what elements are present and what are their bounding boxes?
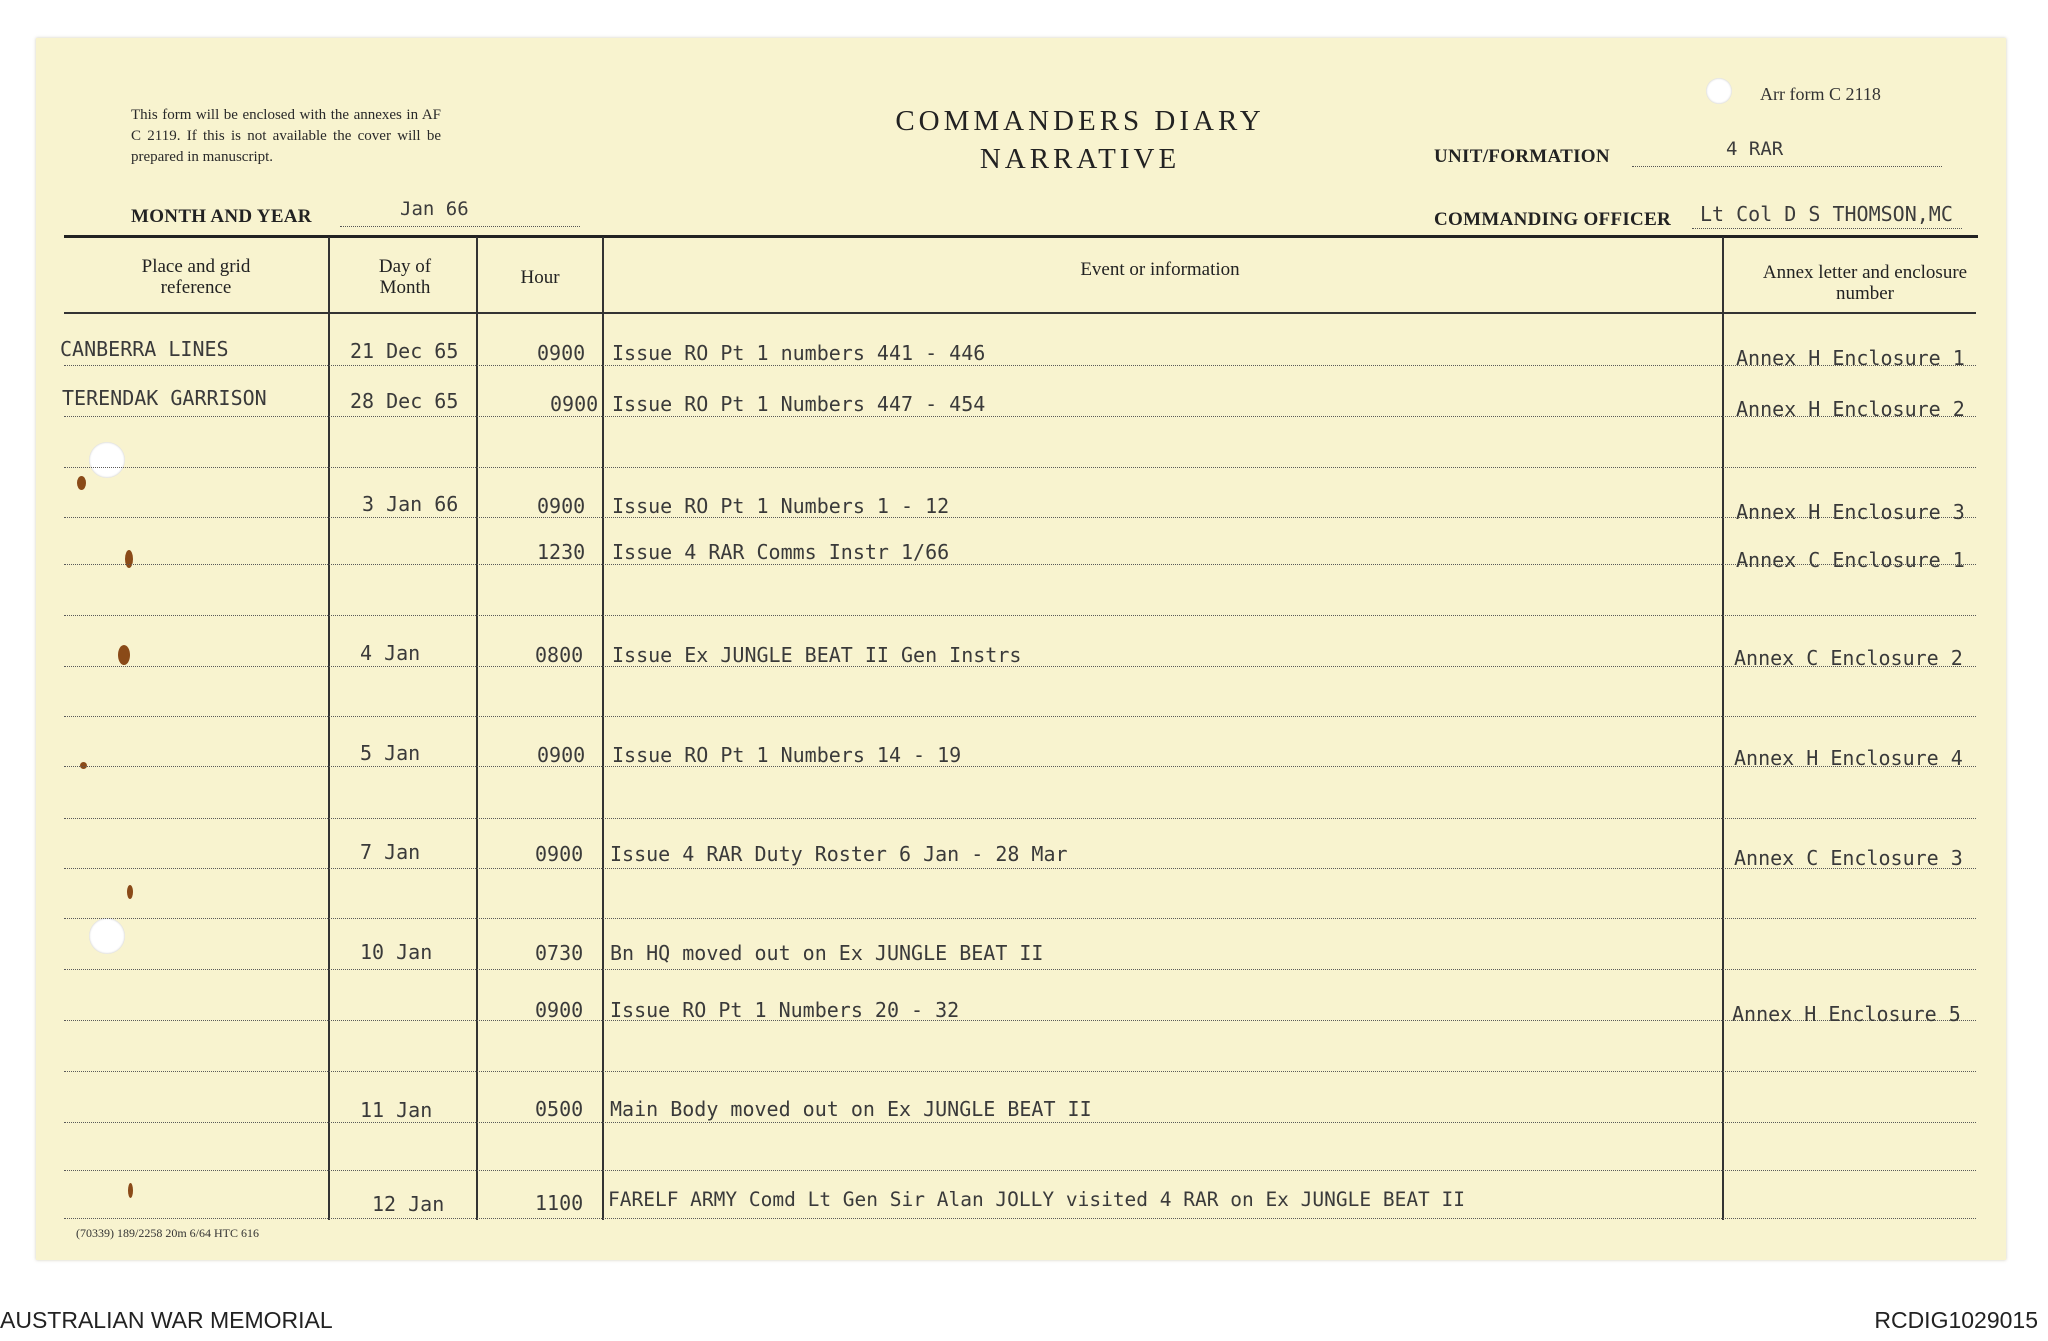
table-row-1-event: Issue RO Pt 1 Numbers 447 - 454 xyxy=(612,392,986,416)
table-row-9-day: 11 Jan xyxy=(360,1098,433,1122)
title-line-1: COMMANDERS DIARY xyxy=(895,105,1265,137)
table-row-3-hour: 1230 xyxy=(537,540,586,564)
table-row-0-place: CANBERRA LINES xyxy=(60,337,229,361)
column-header-place: Place and grid reference xyxy=(141,256,251,298)
table-row-10-event: FARELF ARMY Comd Lt Gen Sir Alan JOLLY visited 4 RAR on Ex JUNGLE BEAT II xyxy=(608,1188,1466,1211)
column-divider xyxy=(328,237,330,1220)
table-row-9-hour: 0500 xyxy=(535,1097,584,1121)
ruled-line xyxy=(64,1170,1976,1171)
ruled-line xyxy=(64,467,1976,468)
ruled-line xyxy=(64,818,1976,819)
co-label: COMMANDING OFFICER xyxy=(1434,209,1672,230)
form-title xyxy=(850,102,1310,178)
table-row-5-day: 5 Jan xyxy=(360,741,421,765)
table-row-1-day: 28 Dec 65 xyxy=(350,389,459,413)
column-divider xyxy=(602,237,604,1220)
ruled-line xyxy=(64,564,1976,565)
rust-mark xyxy=(118,645,130,665)
table-row-3-annex: Annex C Enclosure 1 xyxy=(1736,548,1965,572)
column-header-day: Day of Month xyxy=(378,256,432,298)
month-label: MONTH AND YEAR xyxy=(131,206,312,227)
ruled-line xyxy=(64,918,1976,919)
table-row-0-hour: 0900 xyxy=(537,341,586,365)
column-divider xyxy=(1722,237,1724,1220)
table-row-7-hour: 0730 xyxy=(535,941,584,965)
month-dotline xyxy=(340,226,580,227)
table-row-1-hour: 0900 xyxy=(550,392,599,416)
column-header-annex: Annex letter and enclosure number xyxy=(1762,262,1968,304)
table-row-8-hour: 0900 xyxy=(535,998,584,1022)
punch-hole-bottom xyxy=(89,918,125,954)
print-code: (70339) 189/2258 20m 6/64 HTC 616 xyxy=(76,1226,259,1240)
ruled-line xyxy=(64,615,1976,616)
unit-dotline xyxy=(1632,166,1942,167)
unit-value: 4 RAR xyxy=(1726,138,1784,160)
co-value: Lt Col D S THOMSON,MC xyxy=(1700,202,1953,226)
caption-right: RCDIG1029015 xyxy=(1874,1307,2038,1333)
ruled-line xyxy=(64,1122,1976,1123)
header-bottom-rule xyxy=(64,312,1976,314)
table-row-3-event: Issue 4 RAR Comms Instr 1/66 xyxy=(612,540,950,564)
ruled-line xyxy=(64,868,1976,869)
table-row-2-day: 3 Jan 66 xyxy=(362,492,459,516)
punch-hole-top xyxy=(89,442,125,478)
column-header-event: Event or information xyxy=(1080,259,1240,280)
table-row-9-event: Main Body moved out on Ex JUNGLE BEAT II xyxy=(610,1097,1092,1121)
column-divider xyxy=(476,237,478,1220)
rust-mark xyxy=(125,550,133,568)
ruled-line xyxy=(64,1071,1976,1072)
table-row-5-hour: 0900 xyxy=(537,743,586,767)
table-row-6-annex: Annex C Enclosure 3 xyxy=(1734,846,1963,870)
table-row-6-hour: 0900 xyxy=(535,842,584,866)
table-top-rule xyxy=(64,235,1978,238)
ruled-line xyxy=(64,716,1976,717)
table-row-4-hour: 0800 xyxy=(535,643,584,667)
rust-mark xyxy=(127,885,133,899)
form-note: This form will be enclosed with the annexes in AF C 2119. If this is not available the cover will be prepared in manuscript. xyxy=(131,107,441,165)
table-row-2-annex: Annex H Enclosure 3 xyxy=(1736,500,1965,524)
column-header-hour: Hour xyxy=(520,267,560,288)
table-row-0-annex: Annex H Enclosure 1 xyxy=(1736,346,1965,370)
table-row-10-day: 12 Jan xyxy=(372,1192,445,1216)
table-row-4-annex: Annex C Enclosure 2 xyxy=(1734,646,1963,670)
ruled-line xyxy=(64,1218,1976,1219)
month-value: Jan 66 xyxy=(400,198,469,220)
ruled-line xyxy=(64,1020,1976,1021)
table-row-7-event: Bn HQ moved out on Ex JUNGLE BEAT II xyxy=(610,941,1044,965)
rust-mark xyxy=(128,1183,133,1198)
form-number: Arr form C 2118 xyxy=(1760,84,1881,104)
table-row-2-event: Issue RO Pt 1 Numbers 1 - 12 xyxy=(612,494,950,518)
table-row-6-day: 7 Jan xyxy=(360,840,421,864)
ruled-line xyxy=(64,969,1976,970)
table-row-4-day: 4 Jan xyxy=(360,641,421,665)
table-row-8-annex: Annex H Enclosure 5 xyxy=(1732,1002,1961,1026)
table-row-8-event: Issue RO Pt 1 Numbers 20 - 32 xyxy=(610,998,960,1022)
ruled-line xyxy=(64,517,1976,518)
table-row-1-place: TERENDAK GARRISON xyxy=(62,386,267,410)
table-row-4-event: Issue Ex JUNGLE BEAT II Gen Instrs xyxy=(612,643,1022,667)
title-line-2: NARRATIVE xyxy=(979,143,1181,175)
table-row-1-annex: Annex H Enclosure 2 xyxy=(1736,397,1965,421)
table-row-6-event: Issue 4 RAR Duty Roster 6 Jan - 28 Mar xyxy=(610,842,1068,866)
table-row-7-day: 10 Jan xyxy=(360,940,433,964)
table-row-5-annex: Annex H Enclosure 4 xyxy=(1734,746,1963,770)
caption-left: AUSTRALIAN WAR MEMORIAL xyxy=(0,1307,333,1333)
ruled-line xyxy=(64,416,1976,417)
ruled-line xyxy=(64,766,1976,767)
table-row-10-hour: 1100 xyxy=(535,1191,584,1215)
co-dotline xyxy=(1692,228,1962,229)
rust-mark xyxy=(77,476,86,490)
table-row-2-hour: 0900 xyxy=(537,494,586,518)
table-row-0-day: 21 Dec 65 xyxy=(350,339,459,363)
table-row-5-event: Issue RO Pt 1 Numbers 14 - 19 xyxy=(612,743,962,767)
unit-label: UNIT/FORMATION xyxy=(1434,146,1610,167)
punch-hole-corner xyxy=(1706,78,1732,104)
table-row-0-event: Issue RO Pt 1 numbers 441 - 446 xyxy=(612,341,986,365)
ruled-line xyxy=(64,365,1976,366)
